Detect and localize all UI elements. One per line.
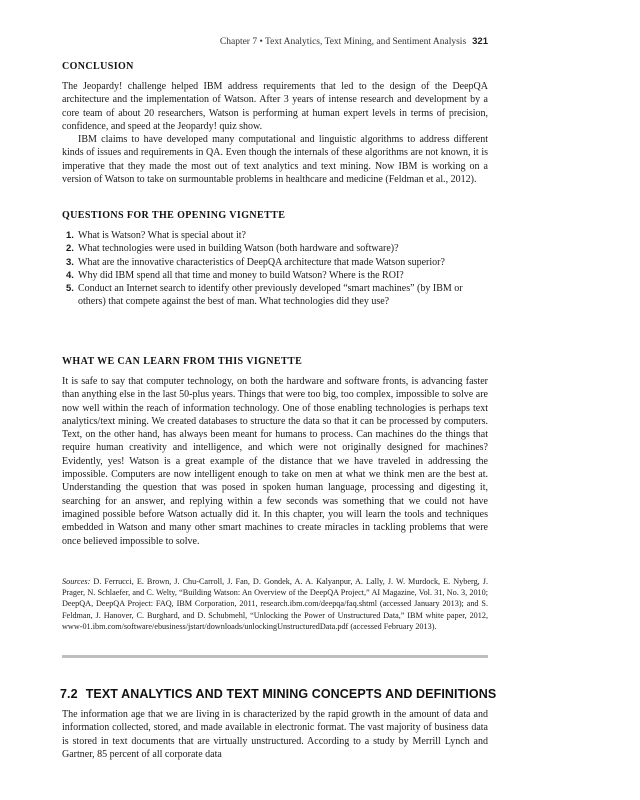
running-title: Chapter 7 • Text Analytics, Text Mining, and Sentiment Analysis [219, 37, 467, 47]
section-number: 7.2 [60, 687, 78, 701]
learn-paragraph: It is safe to say that computer technology, on both the hardware and software fronts, is advancing faster than anything else in the last 50-plus years. Things that were too big, too complex, impossible to solve are now well within the reach of information technology. One of those enabling technologies is perhaps text analytics/text mining. We created databases to structure the data so that it can be processed by computers. Text, on the other hand, has always been meant for humans to process. Can machines do the things that require human creativity and intelligence, and which were not originally designed for machines? Evidently, yes! Watson is a great example of the distance that we have traveled in addressing the impossible. Computers are now intelligent enough to take on men at what we think men are the best at. Understanding the question that was posed in spoken human language, processing and digesting it, searching for an answer, and replying within a few seconds was something that we could not have imagined possible before Watson actually did it. In this chapter, you will learn the tools and techniques embedded in Watson and many other smart machines to create miracles in tackling problems that were once believed impossible to solve. [62, 376, 488, 547]
conclusion-paragraph-2: IBM claims to have developed many computational and linguistic algorithms to address different kinds of issues and requirements in QA. Even though the internals of these algorithms are not known, it is imperative that they made the most out of text analytics and text mining. Now IBM is working on a version of Watson to take on surmountable problems in healthcare and medicine (Feldman et al., 2012). [62, 134, 488, 186]
section-title: TEXT ANALYTICS AND TEXT MINING CONCEPTS AND DEFINITIONS [85, 687, 497, 701]
learn-heading: WHAT WE CAN LEARN FROM THIS VIGNETTE [62, 356, 303, 367]
question-item: 1. What is Watson? What is special about it? [66, 230, 246, 241]
questions-heading: QUESTIONS FOR THE OPENING VIGNETTE [62, 210, 286, 221]
page-number: 321 [472, 36, 488, 47]
question-item: 3. What are the innovative characteristics of DeepQA architecture that made Watson superior? [66, 256, 445, 268]
sources-label: Sources: [62, 577, 91, 586]
section-divider [62, 655, 488, 658]
conclusion-paragraph-1: The Jeopardy! challenge helped IBM address requirements that led to the design of the DeepQA architecture and the implementation of Watson. After 3 years of intense research and development by a core team of about 20 researchers, Watson is performing at human expert levels in terms of precision, confidence, and speed at the Jeopardy! quiz show. [62, 81, 488, 132]
sources-text: D. Ferrucci, E. Brown, J. Chu-Carroll, J. Fan, D. Gondek, A. A. Kalyanpur, A. Lally, J. W. Murdock, E. Nyberg, J. Prager, N. Schlaefer, and C. Welty, “Building Watson: An Overview of the DeepQA Project,” AI Magazine, Vol. 31, No. 3, 2010; DeepQA, DeepQA Project: FAQ, IBM Corporation, 2011, research.ibm.com/deepqa/faq.shtml (accessed January 2013); and S. Feldman, J. Hanover, C. Burghard, and D. Schubmehl, “Unlocking the Power of Unstructured Data,” IBM white paper, 2012, www-01.ibm.com/software/ebusiness/jstart/downloads/unlockingUnstructuredData.pdf (accessed February 2013). [62, 577, 489, 631]
questions-list [62, 229, 472, 309]
running-head [220, 36, 488, 47]
sources-block [62, 576, 488, 632]
section-paragraph: The information age that we are living in is characterized by the rapid growth in the amount of data and information collected, stored, and made available in electronic format. The vast majority of business data is stored in text documents that are virtually unstructured. According to a study by Merrill Lynch and Gartner, 85 percent of all corporate data [62, 709, 488, 760]
conclusion-heading: CONCLUSION [62, 61, 134, 72]
question-item: 4. Why did IBM spend all that time and money to build Watson? Where is the ROI? [66, 269, 404, 281]
section-heading [60, 687, 496, 701]
question-item: 5. Conduct an Internet search to identify other previously developed “smart machines” (by IBM or others) that compete against the best of man. What technologies did they use? [66, 283, 463, 308]
question-item: 2. What technologies were used in building Watson (both hardware and software)? [66, 243, 399, 255]
